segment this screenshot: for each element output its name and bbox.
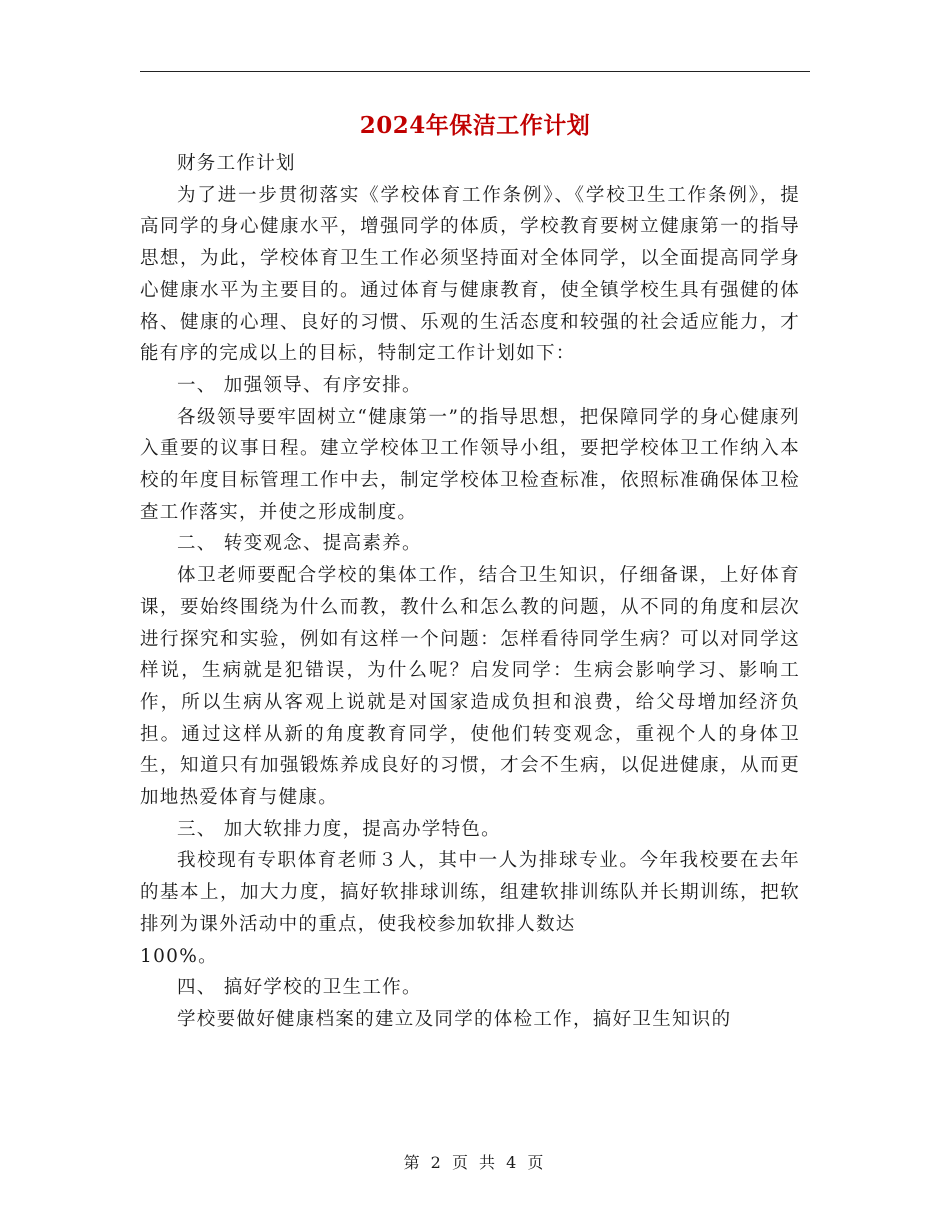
page-number-footer: 第 2 页 共 4 页 [403, 1153, 547, 1172]
paragraph-intro: 为了进一步贯彻落实《学校体育工作条例》、《学校卫生工作条例》，提高同学的身心健康水平，增强同学的体质，学校教育要树立健康第一的指导思想，为此，学校体育卫生工作必须坚持面对全体同学，以全面提高同学身心健康水平为主要目的。通过体育与健康教育，使全镇学校生具有强健的体格、健康的心理、良好的习惯、乐观的生活态度和较强的社会适应能力，才能有序的完成以上的目标，特制定工作计划如下： [140, 184, 800, 365]
paragraph-section-2: 体卫老师要配合学校的集体工作，结合卫生知识，仔细备课，上好体育课，要始终围绕为什么而教，教什么和怎么教的问题，从不同的角度和层次进行探究和实验，例如有这样一个问题：怎样看待同学生病？可以对同学这样说，生病就是犯错误，为什么呢？启发同学：生病会影响学习、影响工作，所以生病从客观上说就是对国家造成负担和浪费，给父母增加经济负担。通过这样从新的角度教育同学，使他们转变观念，重视个人的身体卫生，知道只有加强锻炼养成良好的习惯，才会不生病，以促进健康，从而更加地热爱体育与健康。 [140, 565, 800, 809]
paragraph-section-3: 我校现有专职体育老师３人，其中一人为排球专业。今年我校要在去年的基本上，加大力度，搞好软排球训练，组建软排训练队并长期训练，把软排列为课外活动中的重点，使我校参加软排人数达 [140, 850, 800, 935]
paragraph-section-4: 学校要做好健康档案的建立及同学的体检工作，搞好卫生知识的 [177, 1008, 732, 1030]
paragraph-subtitle: 财务工作计划 [177, 153, 296, 174]
section-heading-3: 三、 加大软排力度，提高办学特色。 [177, 818, 501, 840]
section-heading-4: 四、 搞好学校的卫生工作。 [177, 977, 422, 999]
document-title: 2024年保洁工作计划 [359, 112, 591, 139]
section-heading-1: 一、 加强领导、有序安排。 [177, 374, 422, 396]
paragraph-section-1: 各级领导要牢固树立“健康第一”的指导思想，把保障同学的身心健康列入重要的议事日程。建立学校体卫工作领导小组，要把学校体卫工作纳入本校的年度目标管理工作中去，制定学校体卫检查标准，依照标准确保体卫检查工作落实，并使之形成制度。 [140, 406, 800, 523]
document-body [140, 148, 800, 1036]
paragraph-section-3-continued: 100%。 [140, 945, 218, 967]
header-rule [140, 71, 810, 72]
section-heading-2: 二、 转变观念、提高素养。 [177, 533, 422, 555]
